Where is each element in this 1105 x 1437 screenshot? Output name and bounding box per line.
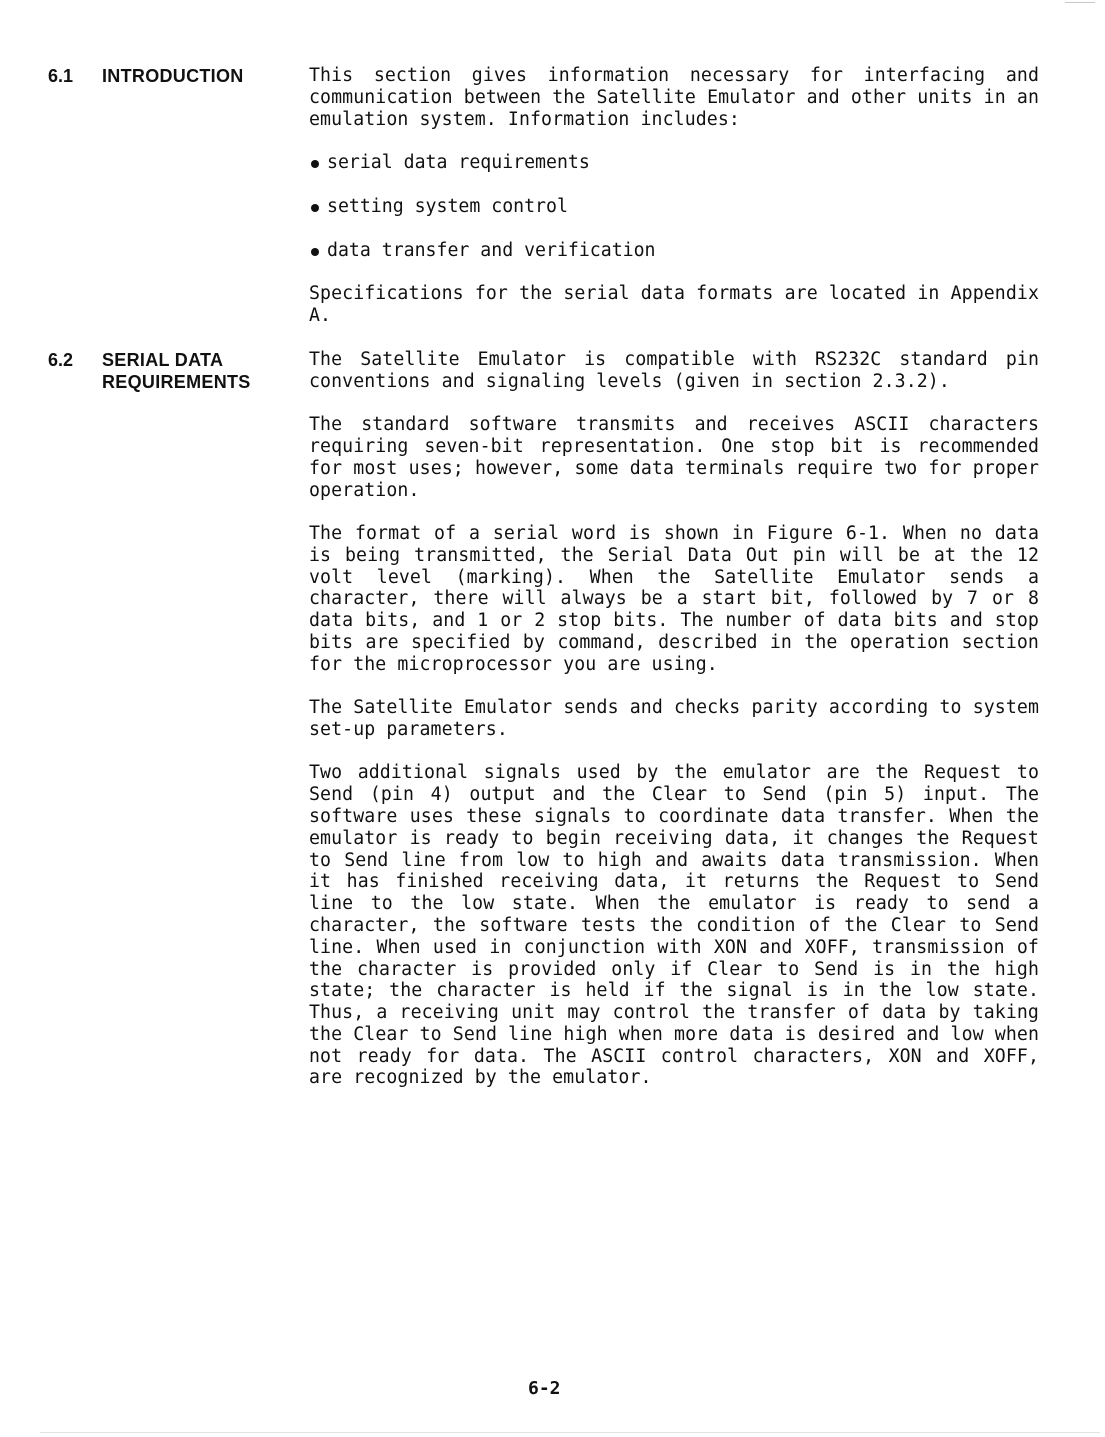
page-number: 6-2 bbox=[528, 1378, 561, 1399]
paragraph: Specifications for the serial data formats are located in Appendix A. bbox=[309, 283, 1039, 327]
paragraph: The standard software transmits and receives ASCII characters requiring seven-bit representation. One stop bit is recommended for most uses; however, some data terminals require two for proper operation. bbox=[309, 414, 1039, 501]
bullet-text: setting system control bbox=[327, 195, 568, 217]
section-title-line: REQUIREMENTS bbox=[102, 372, 251, 392]
bullet-text: serial data requirements bbox=[327, 151, 590, 173]
bullet-icon bbox=[311, 160, 319, 168]
section-number: 6.2 bbox=[48, 350, 74, 370]
paragraph: Two additional signals used by the emulator are the Request to Send (pin 4) output and the Clear to Send (pin 5) input. The software uses these signals to coordinate data transfer. When the emulator is ready to begin receiving data, it changes the Request to Send line from low to high and awaits data transmission. When it has finished receiving data, it returns the Request to Send line to the low state. When the emulator is ready to send a character, the software tests the condition of the Clear to Send line. When used in conjunction with XON and XOFF, transmission of the character is provided only if Clear to Send is in the high state; the character is held if the signal is in the low state. Thus, a receiving unit may control the transfer of data by taking the Clear to Send line high when more data is desired and low when not ready for data. The ASCII control characters, XON and XOFF, are recognized by the emulator. bbox=[309, 762, 1039, 1089]
bullet-item bbox=[309, 240, 1039, 262]
section-title-line: INTRODUCTION bbox=[102, 66, 244, 86]
bullet-text: data transfer and verification bbox=[327, 239, 656, 261]
section-body bbox=[309, 65, 1039, 349]
paragraph: This section gives information necessary for interfacing and communication between the Satellite Emulator and other units in an emulation system. Information includes: bbox=[309, 65, 1039, 130]
paragraph: The Satellite Emulator is compatible with RS232C standard pin conventions and signaling levels (given in section 2.3.2). bbox=[309, 349, 1039, 392]
paragraph: The Satellite Emulator sends and checks parity according to system set-up parameters. bbox=[309, 697, 1039, 740]
scan-artifact bbox=[40, 1432, 1100, 1433]
scan-artifact bbox=[1065, 2, 1095, 3]
section-number: 6.1 bbox=[48, 66, 74, 86]
bullet-icon bbox=[311, 204, 319, 212]
section-body bbox=[309, 349, 1039, 1111]
section-title-line: SERIAL DATA bbox=[102, 350, 224, 370]
paragraph: The format of a serial word is shown in Figure 6-1. When no data is being transmitted, the Serial Data Out pin will be at the 12 volt level (marking). When the Satellite Emulator sends a character, there will always be a start bit, followed by 7 or 8 data bits, and 1 or 2 stop bits. The number of data bits and stop bits are specified by command, described in the operation section for the microprocessor you are using. bbox=[309, 522, 1039, 675]
section-title bbox=[102, 349, 302, 393]
bullet-icon bbox=[311, 248, 319, 256]
bullet-item bbox=[309, 196, 1039, 218]
bullet-item bbox=[309, 152, 1039, 174]
section-title bbox=[102, 65, 302, 87]
